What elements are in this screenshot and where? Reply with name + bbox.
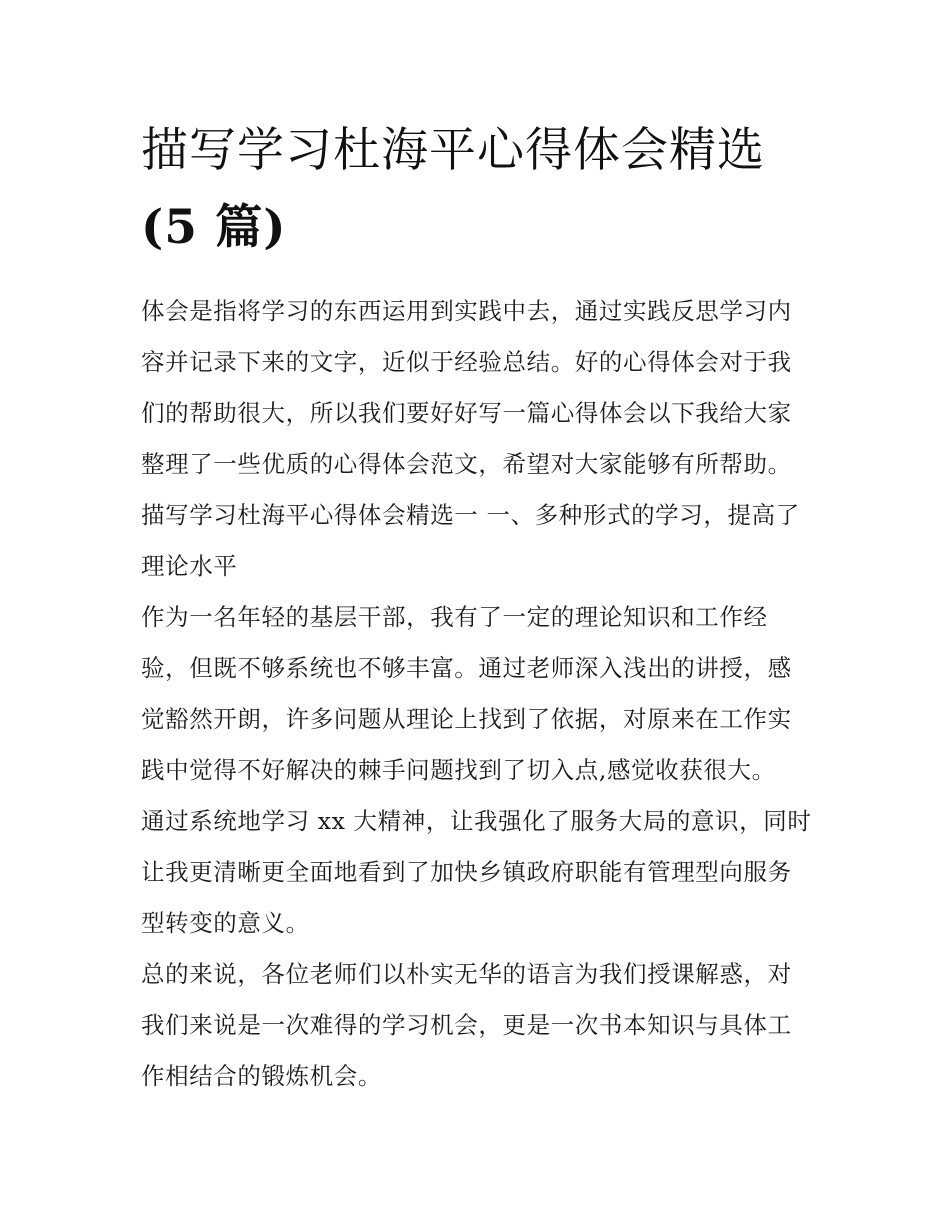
document-title (141, 112, 813, 266)
document-content (141, 112, 813, 1102)
document-body (141, 286, 813, 1102)
title-line-1: 描写学习杜海平心得体会精选 (141, 123, 765, 178)
paragraph-study-spirit: 通过系统地学习 xx 大精神，让我强化了服务大局的意识，同时让我更清晰更全面地看到了加快乡镇政府职能有管理型向服务型转变的意义。 (141, 807, 812, 937)
paragraph-summary: 总的来说，各位老师们以朴实无华的语言为我们授课解惑，对我们来说是一次难得的学习机会，更是一次书本知识与具体工作相结合的锻炼机会。 (141, 960, 792, 1090)
paragraph-intro: 体会是指将学习的东西运用到实践中去，通过实践反思学习内容并记录下来的文字，近似于经验总结。好的心得体会对于我们的帮助很大，所以我们要好好写一篇心得体会以下我给大家整理了一些优质的心得体会范文，希望对大家能够有所帮助。 (141, 297, 792, 478)
title-line-2: (5 篇) (141, 200, 287, 255)
paragraph-section-heading: 描写学习杜海平心得体会精选一 一、多种形式的学习，提高了理论水平 (141, 501, 800, 580)
paragraph-experience: 作为一名年轻的基层干部，我有了一定的理论知识和工作经验，但既不够系统也不够丰富。通过老师深入浅出的讲授，感觉豁然开朗，许多问题从理论上找到了依据，对原来在工作实践中觉得不好解决的棘手问题找到了切入点,感觉收获很大。 (141, 603, 792, 784)
